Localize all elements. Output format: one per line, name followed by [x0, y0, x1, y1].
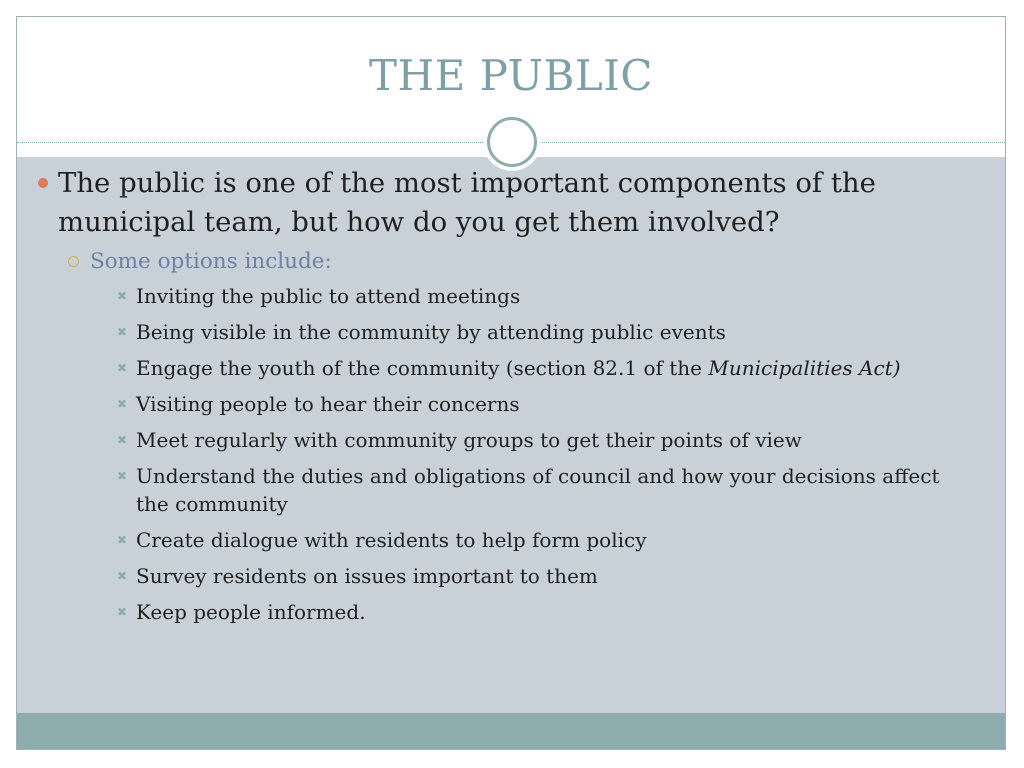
option-text: Visiting people to hear their concerns [136, 392, 520, 416]
x-mark-bullet-icon: ✖ [117, 361, 128, 375]
slide-content [38, 164, 968, 634]
option-item [116, 562, 968, 590]
x-mark-bullet-icon: ✖ [117, 397, 128, 411]
option-item [116, 462, 968, 518]
option-item [116, 426, 968, 454]
main-bullet-item [38, 164, 968, 242]
footer-bar [17, 713, 1005, 749]
option-item [116, 598, 968, 626]
x-mark-bullet-icon: ✖ [117, 433, 128, 447]
option-text: Survey residents on issues important to them [136, 564, 598, 588]
sub-point-text: Some options include: [90, 249, 332, 274]
x-mark-bullet-icon: ✖ [117, 569, 128, 583]
option-item [116, 318, 968, 346]
option-text: Understand the duties and obligations of council and how your decisions affect the community [136, 464, 940, 516]
option-text: Keep people informed. [136, 600, 366, 624]
option-text: Create dialogue with residents to help form policy [136, 528, 647, 552]
option-text: Inviting the public to attend meetings [136, 284, 521, 308]
circle-ornament-icon [483, 113, 541, 171]
option-italic-text: Municipalities Act) [708, 356, 901, 380]
ornament-ring [487, 117, 537, 167]
x-mark-bullet-icon: ✖ [117, 469, 128, 483]
option-text: Being visible in the community by attending public events [136, 320, 726, 344]
options-list [116, 282, 968, 626]
option-item [116, 282, 968, 310]
option-item [116, 354, 968, 382]
sub-bullet-item [68, 248, 968, 276]
x-mark-bullet-icon: ✖ [117, 605, 128, 619]
main-point-text: The public is one of the most important components of the municipal team, but how do you get them involved? [58, 167, 876, 238]
option-item [116, 526, 968, 554]
x-mark-bullet-icon: ✖ [117, 289, 128, 303]
option-item [116, 390, 968, 418]
x-mark-bullet-icon: ✖ [117, 533, 128, 547]
slide-title: THE PUBLIC [368, 51, 654, 100]
x-mark-bullet-icon: ✖ [117, 325, 128, 339]
filled-circle-bullet-icon [38, 178, 48, 188]
hollow-circle-bullet-icon [68, 256, 79, 267]
option-text: Meet regularly with community groups to get their points of view [136, 428, 802, 452]
option-text: Engage the youth of the community (section 82.1 of the [136, 356, 709, 380]
